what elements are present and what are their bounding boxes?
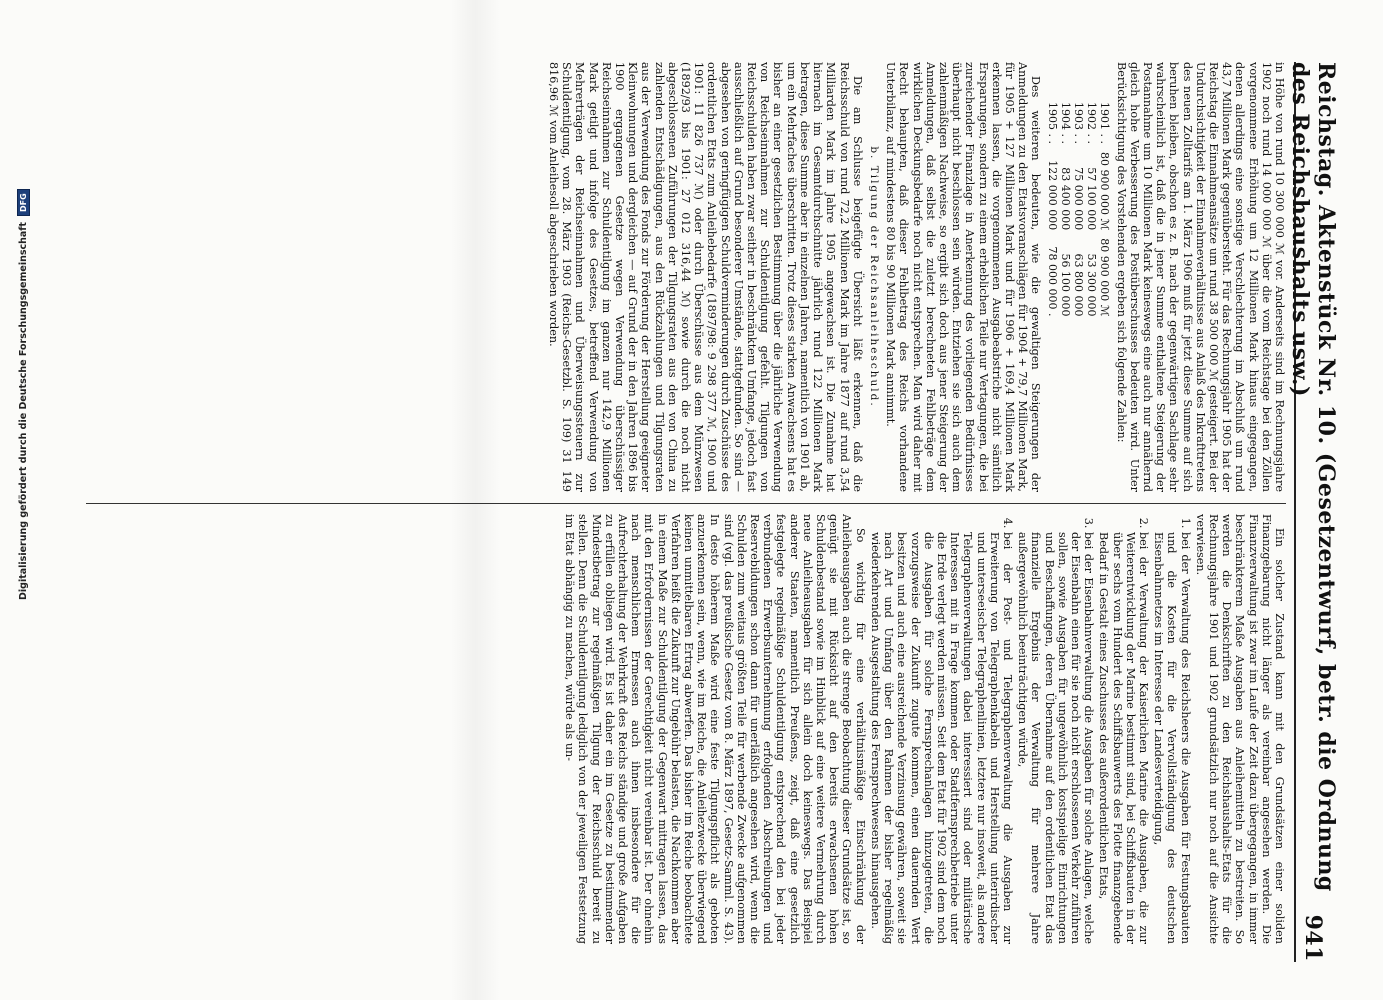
year-cell: 1902 . .	[1085, 102, 1099, 144]
table-row	[1098, 102, 1111, 324]
value-cell-b: 78 000 000 .	[1046, 246, 1060, 317]
section-heading: b. Tilgung der Reichsanleiheschuld.	[867, 146, 880, 408]
list-item: 2. bei der Verwaltung der Kaiserlichen Marine die Ausgaben, die zur Weiterentwicklung der Marine bestimmt sind, bei Schiffsbauten in der über sechs vom Hundert des Schiffsbauwerts des Flotte finanzgebende Bedarf in Gestalt eines Zuschusses des außerordentlichen Etats,	[1097, 532, 1150, 944]
right-paragraph-1: Ein solcher Zustand kann mit den Grundsätzen einer soliden Finanzgebarung nicht länger als vereinbar angesehen werden. Die Finanzverwaltung ist zwar im Laufe der Zeit dazu übergegangen, in immer beschränkterem Maße Ausgaben aus Anleihemitteln zu bestreiten. So werden die Denkschriften zu den Reichshaushalts-Etats für die Rechnungsjahre 1901 und 1902 grundsätzlich nur noch auf die Ansichte verwiesen.	[1193, 514, 1286, 944]
value-cell-b: 80 900 000 ℳ	[1098, 238, 1112, 317]
year-cell: 1901 . .	[1098, 102, 1112, 144]
page-number: 941	[1300, 914, 1326, 962]
year-cell: 1904 . .	[1059, 102, 1073, 144]
value-cell-a: 75 000 000	[1072, 167, 1086, 231]
value-cell-b: 53 300 000	[1085, 253, 1099, 317]
table-row	[1059, 102, 1072, 324]
left-paragraph-2: Des weiteren bedeuten, wie die gewaltigen Steigerungen der Anmeldungen zu den Etatsvoranschlägen für 1904 + 79,7 Millionen Mark, für 1905 + 127 Millionen Mark und für 1906 + 169,4 Millionen Mark erkennen lassen, die vorgenommenen Ausgabeabstriche nicht sämtlich Ersparungen, sondern zu einem erheblichen Teile nur Vertagungen, die bei zureichender Finanzlage in Anerkennung des vorliegenden Bedürfnisses überhaupt nicht beschlossen sein würden. Entziehen sie sich auch dem zahlenmäßigen Nachweise, so ergibt sich doch aus jener Steigerung der Anmeldungen, daß selbst die zuletzt berechneten Fehlbeträge dem wirklichen Deckungsbedarfe noch nicht entsprechen. Man wird daher mit Recht behaupten, daß dieser Fehlbetrag des Reichs vorhandene Unterbilanz, auf mindestens 80 bis 90 Millionen Mark annimmt.	[884, 62, 1043, 492]
funding-notice-text: Digitalisierung gefördert durch die Deutsche Forschungsgemeinschaft	[17, 222, 29, 600]
list-item: 3. bei der Eisenbahnverwaltung die Ausgaben für solche Anlagen, welche der Eisenbahn einen für sie noch nicht erschlossenen Verkehr zuführen sollen, sowie Ausgaben für ungewöhnlich kostspielige Einrichtungen und Beschaffungen, deren Übernahme auf den ordentlichen Etat das finanzielle Ergebnis der Verwaltung für mehrere Jahre außergewöhnlich beeinträchtigen würde,	[1016, 532, 1095, 944]
table-row	[1072, 102, 1085, 324]
year-cell: 1905 . .	[1046, 102, 1060, 144]
funding-notice	[16, 170, 30, 600]
rotated-document-sheet	[70, 62, 1339, 962]
value-cell-b: 63 800 000	[1072, 253, 1086, 317]
table-row	[1085, 102, 1098, 324]
value-cell-a: 122 000 000	[1046, 160, 1060, 231]
left-column	[545, 62, 1286, 492]
table-row	[1046, 102, 1059, 324]
dfg-logo: DFG	[17, 189, 30, 216]
list-item: 4. bei der Post- und Telegraphenverwaltung die Ausgaben zur Erweiterung von Telegraphenkabeln und Herstellung unterirdischer und unterseeischer Telegraphenlinien, letztere nur insoweit, als andere Telegraphenverwaltungen dabei interessiert sind oder militärische Interessen mit in Frage kommen oder Stadtfernsprechbetriebe unter die Erde verlegt werden müssen. Seit dem Etat für 1902 sind dem noch die Ausgaben für solche Fernsprechanlagen hinzugetreten, die vorzugsweise der Zukunft zugute kommen, einen dauernden Wert besitzen und auch eine ausreichende Verzinsung gewähren, soweit sie nach Art und Umfang über den Rahmen der bisher regelmäßig wiederkehrenden Ausgestaltung des Fernsprechwesens hinausgehen.	[869, 532, 1014, 944]
list-item: 1. bei der Verwaltung des Reichsheers die Ausgaben für Festungsbauten und die Kosten für die Vervollständigung des deutschen Eisenbahnnetzes im Interesse der Landesverteidigung,	[1152, 532, 1192, 944]
page-header	[1287, 62, 1339, 962]
right-paragraph-2: So wichtig für eine verhältnismäßige Einschränkung der Anleiheausgaben auch die strenge Beobachtung dieser Grundsätze ist, so genügt sie mit Rücksicht auf den bereits erwachsenen hohen Schuldenbestand sowie im Hinblick auf eine weitere Vermehrung durch neue Anleiheausgaben für sich allein doch keineswegs. Das Beispiel anderer Staaten, namentlich Preußens, zeigt, daß eine gesetzlich festgelegte regelmäßige Schuldentilgung entsprechend den bei jeder verbundenen Erwerbsunternehmung erfolgenden Abschreibungen und Reservebildungen schon dann für unerläßlich angesehen wird, wenn die Schulden zum weitaus größten Teile für werbende Zwecke aufgenommen sind (vgl. das preußische Gesetz vom 8. März 1897, Gesetz-Samml. S. 43). In desto höherem Maße wird eine feste Tilgungspflicht als geboten anzuerkennen sein, wenn, wie im Reiche, die Anleihezwecke überwiegend keinen unmittelbaren Ertrag abwerfen. Das bisher im Reiche beobachtete Verfahren heißt die Zukunft zur Ungebühr belasten, die Nachkommen aber in einem Maße zur Schuldentilgung der Gegenwart mittragen lassen, das mit den Erfordernissen der Gerechtigkeit nicht vereinbar ist. Der ohnehin nach menschlichem Ermessen auch ihnen insbesondere für die Aufrechterhaltung der Wehrkraft des Reichs ständige und große Aufgaben zu erfüllen obliegen wird. Es ist daher ein im Gesetze zu bestimmender Mindestbetrag zur regelmäßigen Tilgung der Reichsschuld bereit zu stellen. Denn die Schuldentilgung lediglich von der jeweiligen Festsetzung im Etat abhängig zu machen, würde als un-	[563, 514, 867, 944]
column-divider	[86, 503, 1286, 504]
page-title: Reichstag. Aktenstück Nr. 10. (Gesetzentwurf, betr. die Ordnung des Reichshaushalts usw.)	[1287, 62, 1339, 892]
value-cell-a: 83 400 000	[1059, 167, 1073, 231]
left-paragraph-3: Die am Schlusse beigefügte Übersicht läßt erkennen, daß die Reichsschuld von rund 72,2 Millionen Mark im Jahre 1877 auf rund 3,54 Milliarden Mark im Jahre 1905 angewachsen ist. Die Zunahme hat hiernach im Gesamtdurchschnitte jährlich rund 122 Millionen Mark betragen, diese Summe aber in einzelnen Jahren, namentlich von 1901 ab, um ein Mehrfaches überschritten. Trotz dieses starken Anwachsens hat es bisher an einer gesetzlichen Bestimmung über die jährliche Verwendung von Reichseinnahmen zur Schuldentilgung gefehlt. Tilgungen von Reichsschulden haben zwar seither in beschränktem Umfange, jedoch fast ausschließlich auf Grund besonderer Umstände, stattgefunden. So sind — abgesehen von geringfügigen Schuldverminderungen durch Zuschüsse des ordentlichen Etats zum Anleihebedarfe (1897/98: 9 298 377 ℳ, 1900 und 1901: 11 826 737 ℳ) oder durch Überschüsse aus dem Münzwesen (1892/93 bis 1901: 27 012 316,44 ℳ) sowie durch die noch nicht abgeschlossenen Zuführungen der Tilgungsraten aus den von China zu zahlenden Entschädigungen, aus den Rückzahlungen und Tilgungsraten aus der Verwendung des Fonds zur Förderung der Herstellung geeigneter Kleinwohnungen und dergleichen — auf Grund der in den Jahren 1896 bis 1900 ergangenen Gesetze wegen Verwendung überschüssiger Reichseinnahmen zur Schuldentilgung im ganzen nur 142,9 Millionen Mark getilgt und infolge des Gesetzes, betreffend Verwendung von Mehrerträgen der Reichseinnahmen und Überweisungssteuern zur Schuldentilgung, vom 28. März 1903 (Reichs-Gesetzbl. S. 109) 31 149 816,96 ℳ vom Anleihesoll abgeschrieben worden.	[547, 62, 864, 492]
value-cell-a: 80 900 000 ℳ	[1098, 151, 1112, 231]
left-paragraph-1: in Höhe von rund 10 300 000 ℳ vor. Anderseits sind im Rechnungsjahre 1902 noch rund 14 000 000 ℳ über die vom Reichstage bei den Zöllen vorgenommene Erhöhung um 12 Millionen Mark hinaus eingegangen, denen allerdings eine sonstige Verschlechterung im Abschluß um rund 43,7 Millionen Mark gegenübersteht. Für das Rechnungsjahr 1905 hat der Reichstag die Einnahmeansätze um rund 38 500 000 ℳ gesteigert. Bei der Undurchsichtigkeit der Einnahmeverhältnisse aus Anlaß des Inkrafttretens des neuen Zolltarifs am 1. März 1906 muß für jetzt diese Summe auf sich beruhen bleiben, obschon es z. B. nach der gegenwärtigen Sachlage sehr wahrscheinlich ist, daß die in jener Summe enthaltene Steigerung der Postannahme um 10 Millionen Mark keineswegs eine auch nur annähernd gleich hohe Verbesserung des Postüberschusses bedeuten wird. Unter Berücksichtigung des Vorstehenden ergeben sich folgende Zahlen:	[1114, 62, 1286, 492]
right-column	[561, 514, 1286, 944]
numbered-list	[869, 514, 1192, 944]
value-cell-b: 56 100 000	[1059, 253, 1073, 317]
value-cell-a: 57 100 000	[1085, 167, 1099, 231]
yearly-figures-table	[1046, 102, 1111, 324]
year-cell: 1903 . .	[1072, 102, 1086, 144]
